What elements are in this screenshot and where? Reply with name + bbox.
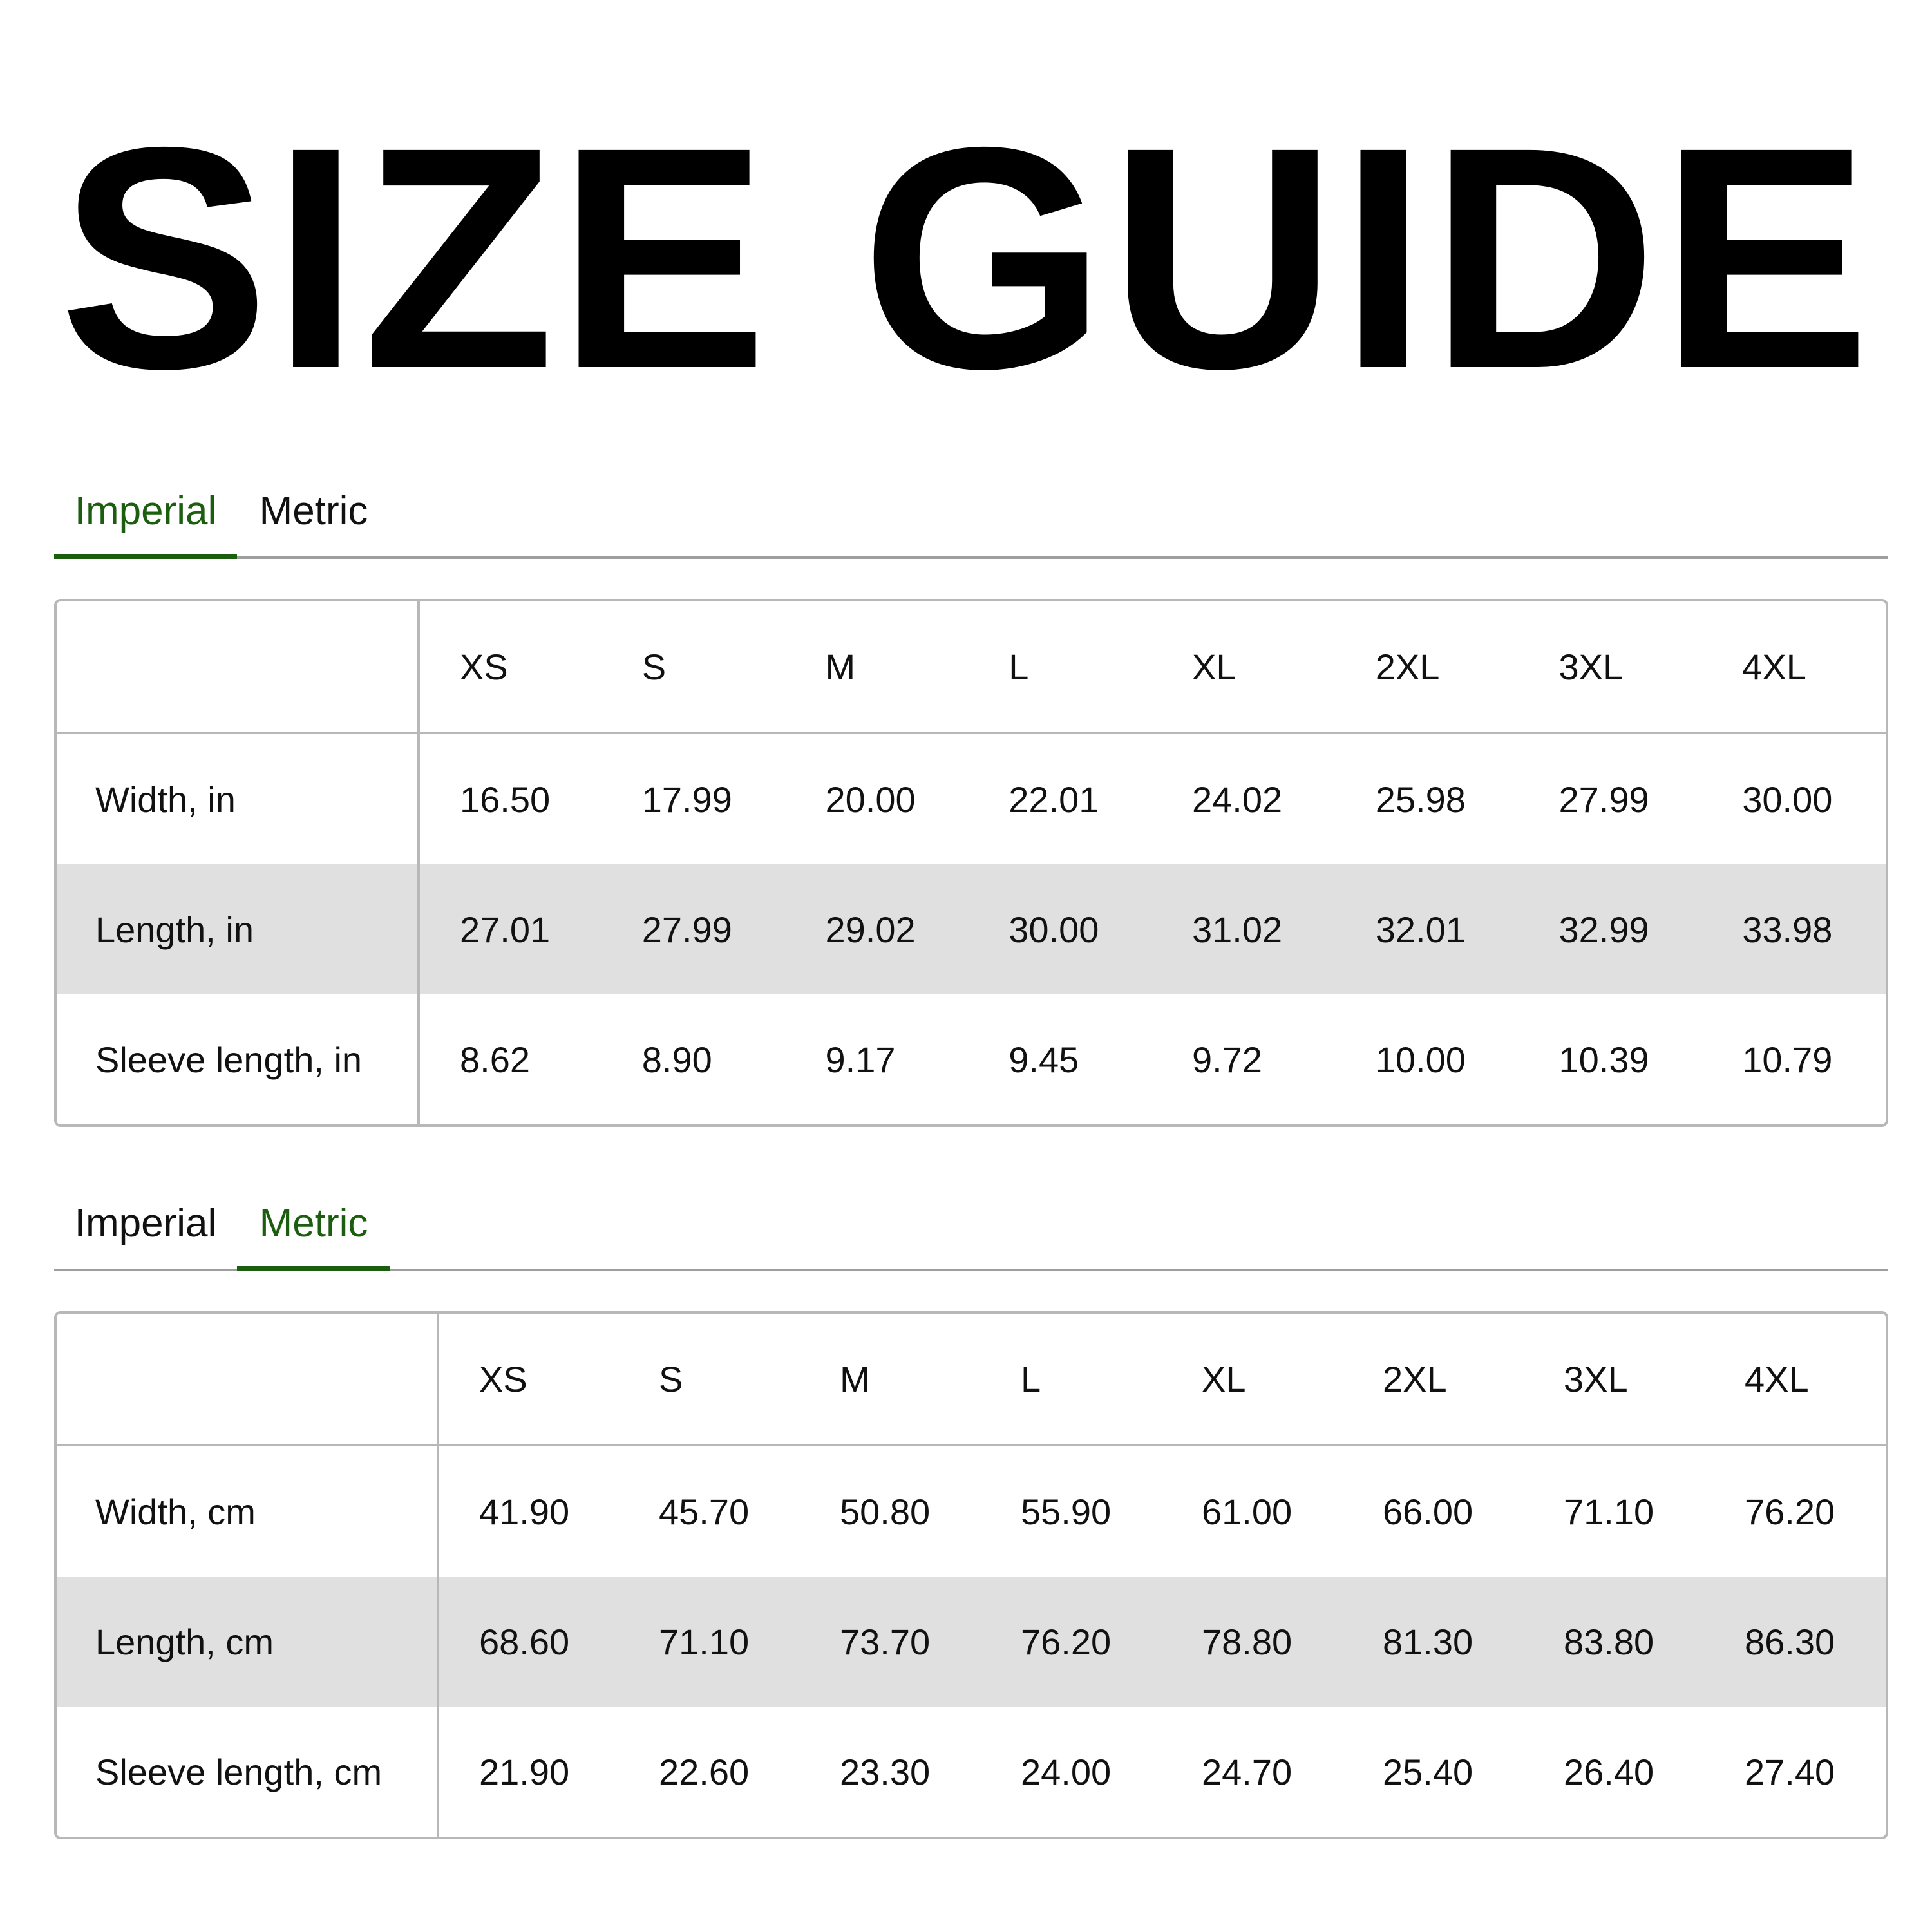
- column-header: XS: [419, 601, 602, 733]
- table-cell: 20.00: [825, 779, 916, 820]
- table-row: [57, 733, 1886, 864]
- row-label: Width, cm: [57, 1445, 438, 1577]
- column-header: XL: [1152, 601, 1336, 733]
- table-cell: 10.79: [1742, 1039, 1833, 1080]
- row-label: Length, in: [57, 864, 419, 994]
- table-cell: 27.01: [419, 864, 602, 994]
- tab-metric[interactable]: Metric: [237, 1179, 390, 1269]
- table-cell: 71.10: [619, 1577, 800, 1707]
- column-header: L: [969, 601, 1152, 733]
- row-label: Width, in: [57, 733, 419, 864]
- table-cell: 9.72: [1192, 1039, 1262, 1080]
- column-header: 4XL: [1702, 601, 1886, 733]
- table-cell: 21.90: [479, 1751, 570, 1792]
- table-cell: 8.62: [460, 1039, 530, 1080]
- size-guide-metric-section: [54, 1179, 1888, 1839]
- table-cell: 41.90: [479, 1491, 570, 1532]
- header-blank-cell: [57, 1314, 438, 1445]
- table-cell: 55.90: [1021, 1491, 1112, 1532]
- table-row: [57, 1445, 1886, 1577]
- table-cell: 22.01: [1009, 779, 1099, 820]
- table-cell: 24.02: [1192, 779, 1283, 820]
- table-cell: 25.40: [1383, 1751, 1473, 1792]
- tab-imperial[interactable]: Imperial: [74, 1201, 217, 1245]
- header-blank-cell: [57, 601, 419, 733]
- column-header: M: [786, 601, 969, 733]
- table-cell: 33.98: [1702, 864, 1886, 994]
- table-cell: 71.10: [1564, 1491, 1654, 1532]
- row-label: Sleeve length, in: [57, 994, 419, 1124]
- column-header: M: [800, 1314, 981, 1445]
- table-cell: 76.20: [981, 1577, 1162, 1707]
- table-cell: 30.00: [969, 864, 1152, 994]
- tab-metric[interactable]: Metric: [259, 489, 368, 533]
- table-cell: 29.02: [786, 864, 969, 994]
- table-cell: 86.30: [1705, 1577, 1886, 1707]
- table-cell: 76.20: [1745, 1491, 1835, 1532]
- table-cell: 23.30: [840, 1751, 931, 1792]
- table-cell: 9.45: [1009, 1039, 1079, 1080]
- size-guide-imperial-section: [54, 466, 1888, 1127]
- table-row: [57, 994, 1886, 1124]
- table-cell: 32.01: [1336, 864, 1519, 994]
- table-cell: 24.70: [1202, 1751, 1293, 1792]
- table-cell: 26.40: [1564, 1751, 1654, 1792]
- table-cell: 10.00: [1375, 1039, 1466, 1080]
- table-cell: 27.99: [1558, 779, 1649, 820]
- table-cell: 16.50: [460, 779, 551, 820]
- table-cell: 10.39: [1558, 1039, 1649, 1080]
- table-row: [57, 1707, 1886, 1837]
- table-cell: 17.99: [641, 779, 732, 820]
- table-cell: 27.40: [1745, 1751, 1835, 1792]
- table-cell: 73.70: [800, 1577, 981, 1707]
- size-table-imperial: [54, 599, 1888, 1127]
- table-cell: 66.00: [1383, 1491, 1473, 1532]
- table-cell: 78.80: [1162, 1577, 1343, 1707]
- column-header: XS: [438, 1314, 619, 1445]
- table-cell: 50.80: [840, 1491, 931, 1532]
- table-cell: 68.60: [438, 1577, 619, 1707]
- row-label: Sleeve length, cm: [57, 1707, 438, 1837]
- row-label: Length, cm: [57, 1577, 438, 1707]
- table-cell: 45.70: [659, 1491, 750, 1532]
- size-table-metric: [54, 1311, 1888, 1839]
- table-cell: 22.60: [659, 1751, 750, 1792]
- table-cell: 31.02: [1152, 864, 1336, 994]
- table-cell: 81.30: [1343, 1577, 1524, 1707]
- unit-tabs: [54, 1179, 1888, 1271]
- tab-imperial[interactable]: Imperial: [54, 466, 237, 556]
- column-header: S: [619, 1314, 800, 1445]
- unit-tabs: [54, 466, 1888, 559]
- table-row: [57, 864, 1886, 994]
- page-title: SIZE GUIDE: [59, 81, 1873, 434]
- table-cell: 83.80: [1524, 1577, 1705, 1707]
- table-row: [57, 1577, 1886, 1707]
- table-cell: 61.00: [1202, 1491, 1293, 1532]
- table-cell: 30.00: [1742, 779, 1833, 820]
- table-header-row: [57, 601, 1886, 733]
- column-header: L: [981, 1314, 1162, 1445]
- table-cell: 27.99: [602, 864, 786, 994]
- column-header: XL: [1162, 1314, 1343, 1445]
- column-header: 2XL: [1343, 1314, 1524, 1445]
- column-header: 3XL: [1524, 1314, 1705, 1445]
- table-cell: 9.17: [825, 1039, 896, 1080]
- table-cell: 24.00: [1021, 1751, 1112, 1792]
- column-header: S: [602, 601, 786, 733]
- column-header: 3XL: [1519, 601, 1703, 733]
- column-header: 2XL: [1336, 601, 1519, 733]
- table-cell: 8.90: [641, 1039, 712, 1080]
- column-header: 4XL: [1705, 1314, 1886, 1445]
- table-cell: 32.99: [1519, 864, 1703, 994]
- table-header-row: [57, 1314, 1886, 1445]
- table-cell: 25.98: [1375, 779, 1466, 820]
